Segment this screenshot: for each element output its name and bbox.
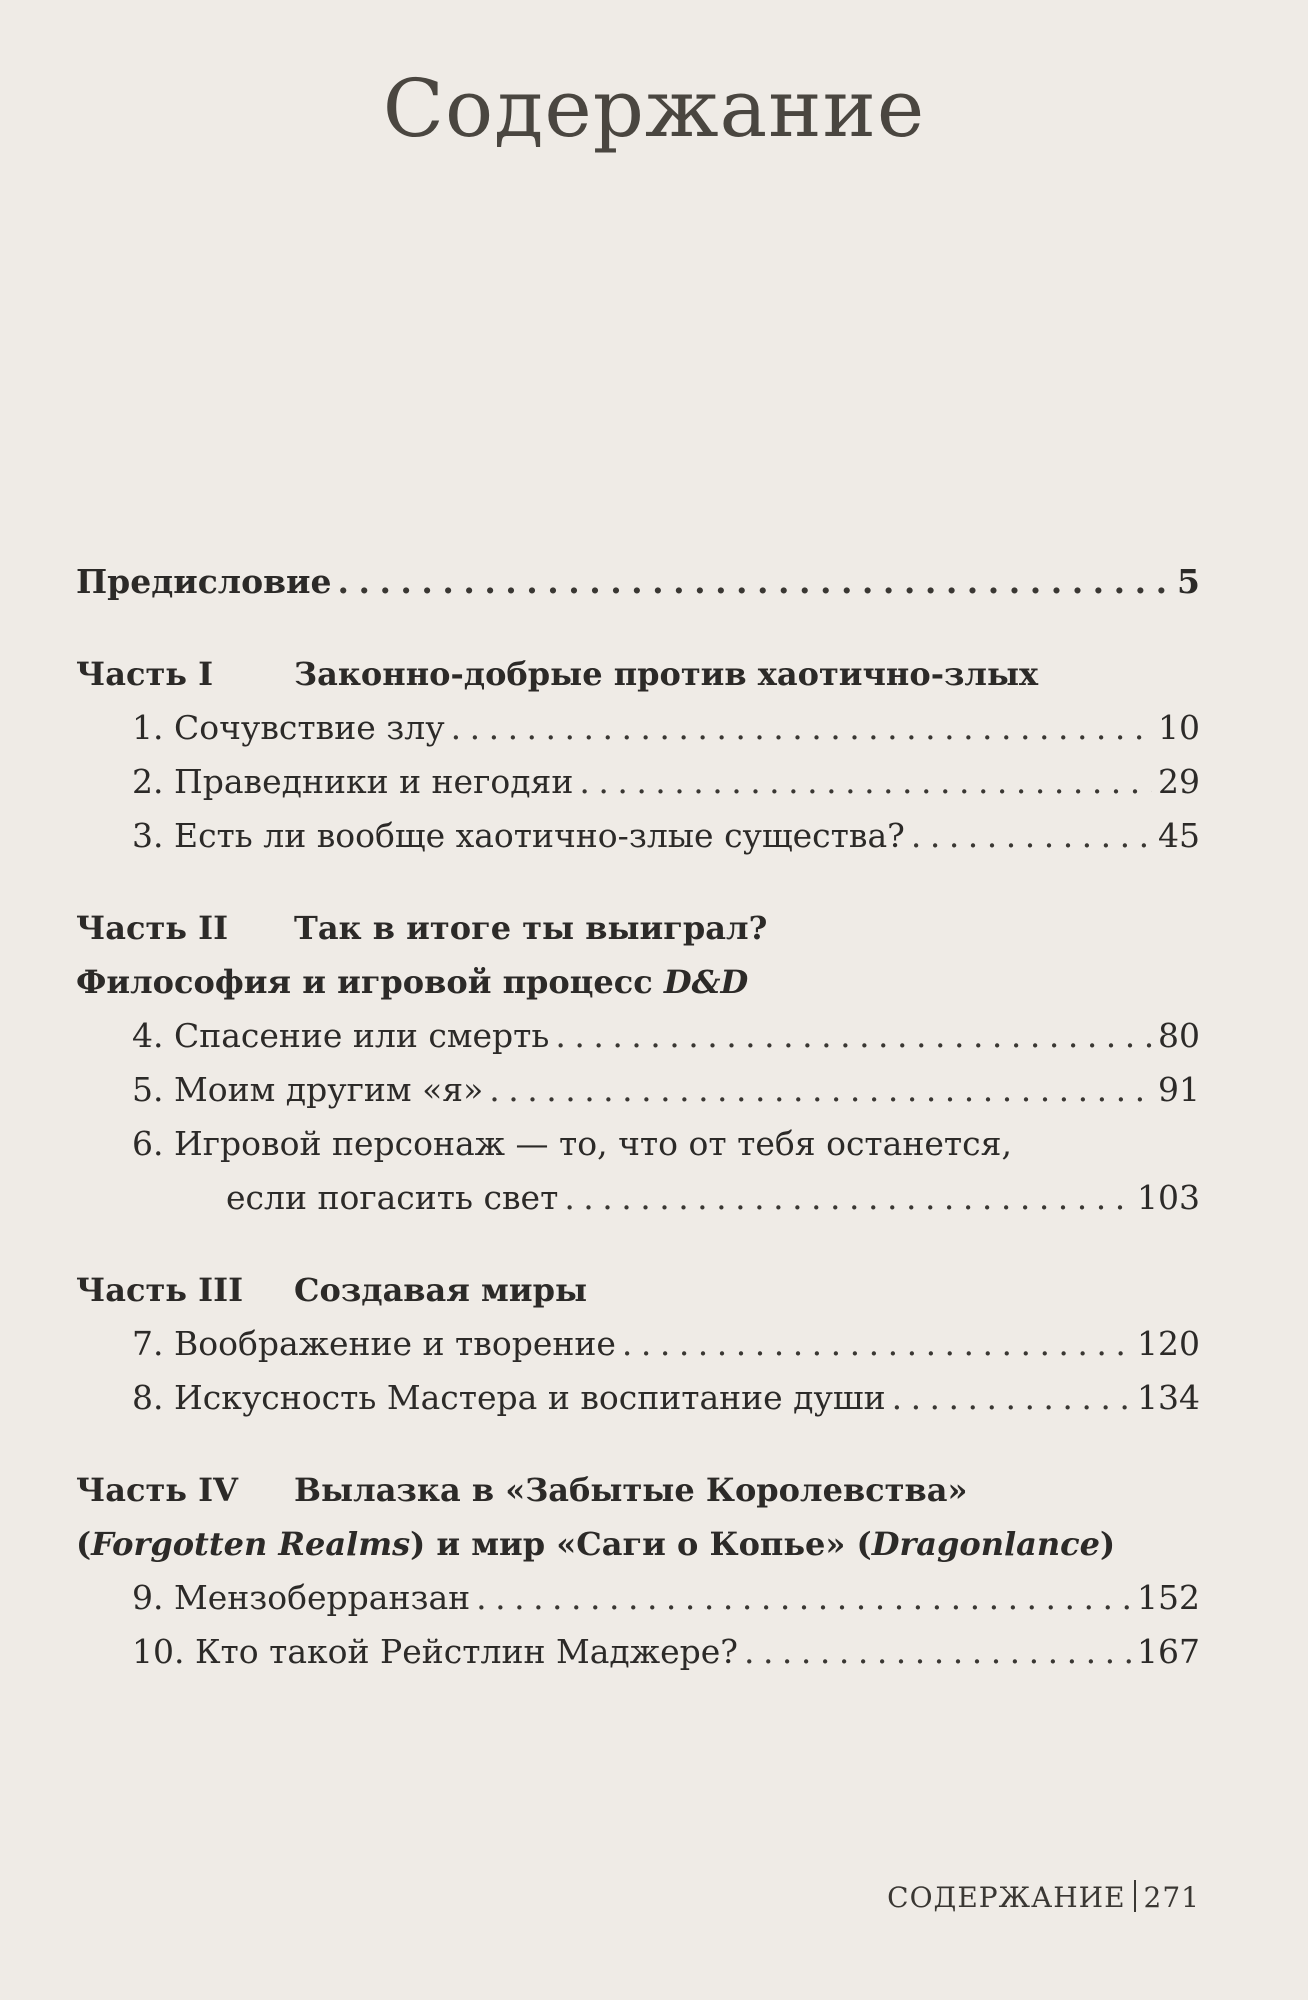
toc-entry-label: 2. Праведники и негодяи: [132, 762, 574, 801]
toc-entry-label: 10. Кто такой Рейстлин Маджере?: [132, 1632, 738, 1671]
part-subtitle: (Forgotten Realms) и мир «Саги о Копье» (Dragonlance): [76, 1525, 1116, 1563]
toc-entry-page: 5: [1177, 562, 1200, 601]
toc-entry-label: 5. Моим другим «я»: [132, 1070, 484, 1109]
part-number: Часть III: [76, 1271, 244, 1309]
dot-leader: [622, 1317, 1131, 1371]
toc-entry-page: 45: [1158, 816, 1200, 855]
part-heading: [76, 1463, 1200, 1517]
toc-entry: [76, 1009, 1200, 1063]
dot-leader: [451, 701, 1152, 755]
dot-leader: [476, 1571, 1131, 1625]
toc-entry-label: 8. Искусность Мастера и воспитание души: [132, 1378, 886, 1417]
toc-entry-page: 120: [1137, 1324, 1200, 1363]
part-number: Часть I: [76, 655, 214, 693]
dot-leader: [564, 1171, 1131, 1225]
part-heading: [76, 647, 1200, 701]
part-heading: [76, 1263, 1200, 1317]
dot-leader: [892, 1371, 1131, 1425]
page-number: 271: [1143, 1881, 1200, 1914]
toc-entry-page: 134: [1137, 1378, 1200, 1417]
part-title: Создавая миры: [294, 1271, 588, 1309]
footer-divider: [1134, 1880, 1136, 1912]
toc-entry: [76, 1371, 1200, 1425]
running-footer: [887, 1880, 1200, 1914]
toc-entry: [76, 1063, 1200, 1117]
toc-entry-label: если погасить свет: [226, 1178, 559, 1217]
table-of-contents: [76, 555, 1200, 1679]
toc-entry-page: 103: [1137, 1178, 1200, 1217]
part-title: Законно-добрые против хаотично-злых: [294, 655, 1039, 693]
toc-entry-label: 3. Есть ли вообще хаотично-злые существа?: [132, 816, 905, 855]
page-title: Содержание: [382, 62, 926, 155]
toc-entry: [76, 1117, 1200, 1171]
toc-entry-preface: [76, 555, 1200, 609]
toc-entry-page: 152: [1137, 1578, 1200, 1617]
toc-entry-page: 80: [1158, 1016, 1200, 1055]
dot-leader: [911, 809, 1152, 863]
toc-entry-label: Предисловие: [76, 562, 332, 601]
part-heading: [76, 901, 1200, 955]
toc-entry: [76, 1317, 1200, 1371]
toc-entry-continuation: [76, 1171, 1200, 1225]
dot-leader: [337, 555, 1171, 609]
dot-leader: [579, 755, 1152, 809]
toc-entry-label: 4. Спасение или смерть: [132, 1016, 550, 1055]
part-number: Часть IV: [76, 1471, 238, 1509]
toc-entry-label: 7. Воображение и творение: [132, 1324, 616, 1363]
dot-leader: [744, 1625, 1131, 1679]
toc-entry-page: 29: [1158, 762, 1200, 801]
toc-entry: [76, 1625, 1200, 1679]
toc-entry: [76, 701, 1200, 755]
part-title: Вылазка в «Забытые Королевства»: [294, 1471, 968, 1509]
toc-entry-label: 1. Сочувствие злу: [132, 708, 445, 747]
part-title: Так в итоге ты выиграл?: [294, 909, 768, 947]
part-subtitle: Философия и игровой процесс D&D: [76, 963, 749, 1001]
toc-entry: [76, 755, 1200, 809]
toc-entry-page: 10: [1158, 708, 1200, 747]
toc-entry-page: 91: [1158, 1070, 1200, 1109]
dot-leader: [489, 1063, 1152, 1117]
dot-leader: [555, 1009, 1152, 1063]
toc-entry-label: 6. Игровой персонаж — то, что от тебя останется,: [132, 1124, 1012, 1163]
part-number: Часть II: [76, 909, 229, 947]
toc-entry: [76, 1571, 1200, 1625]
toc-entry-label: 9. Мензоберранзан: [132, 1578, 471, 1617]
toc-entry-page: 167: [1137, 1632, 1200, 1671]
footer-section: СОДЕРЖАНИЕ: [887, 1881, 1126, 1914]
toc-entry: [76, 809, 1200, 863]
